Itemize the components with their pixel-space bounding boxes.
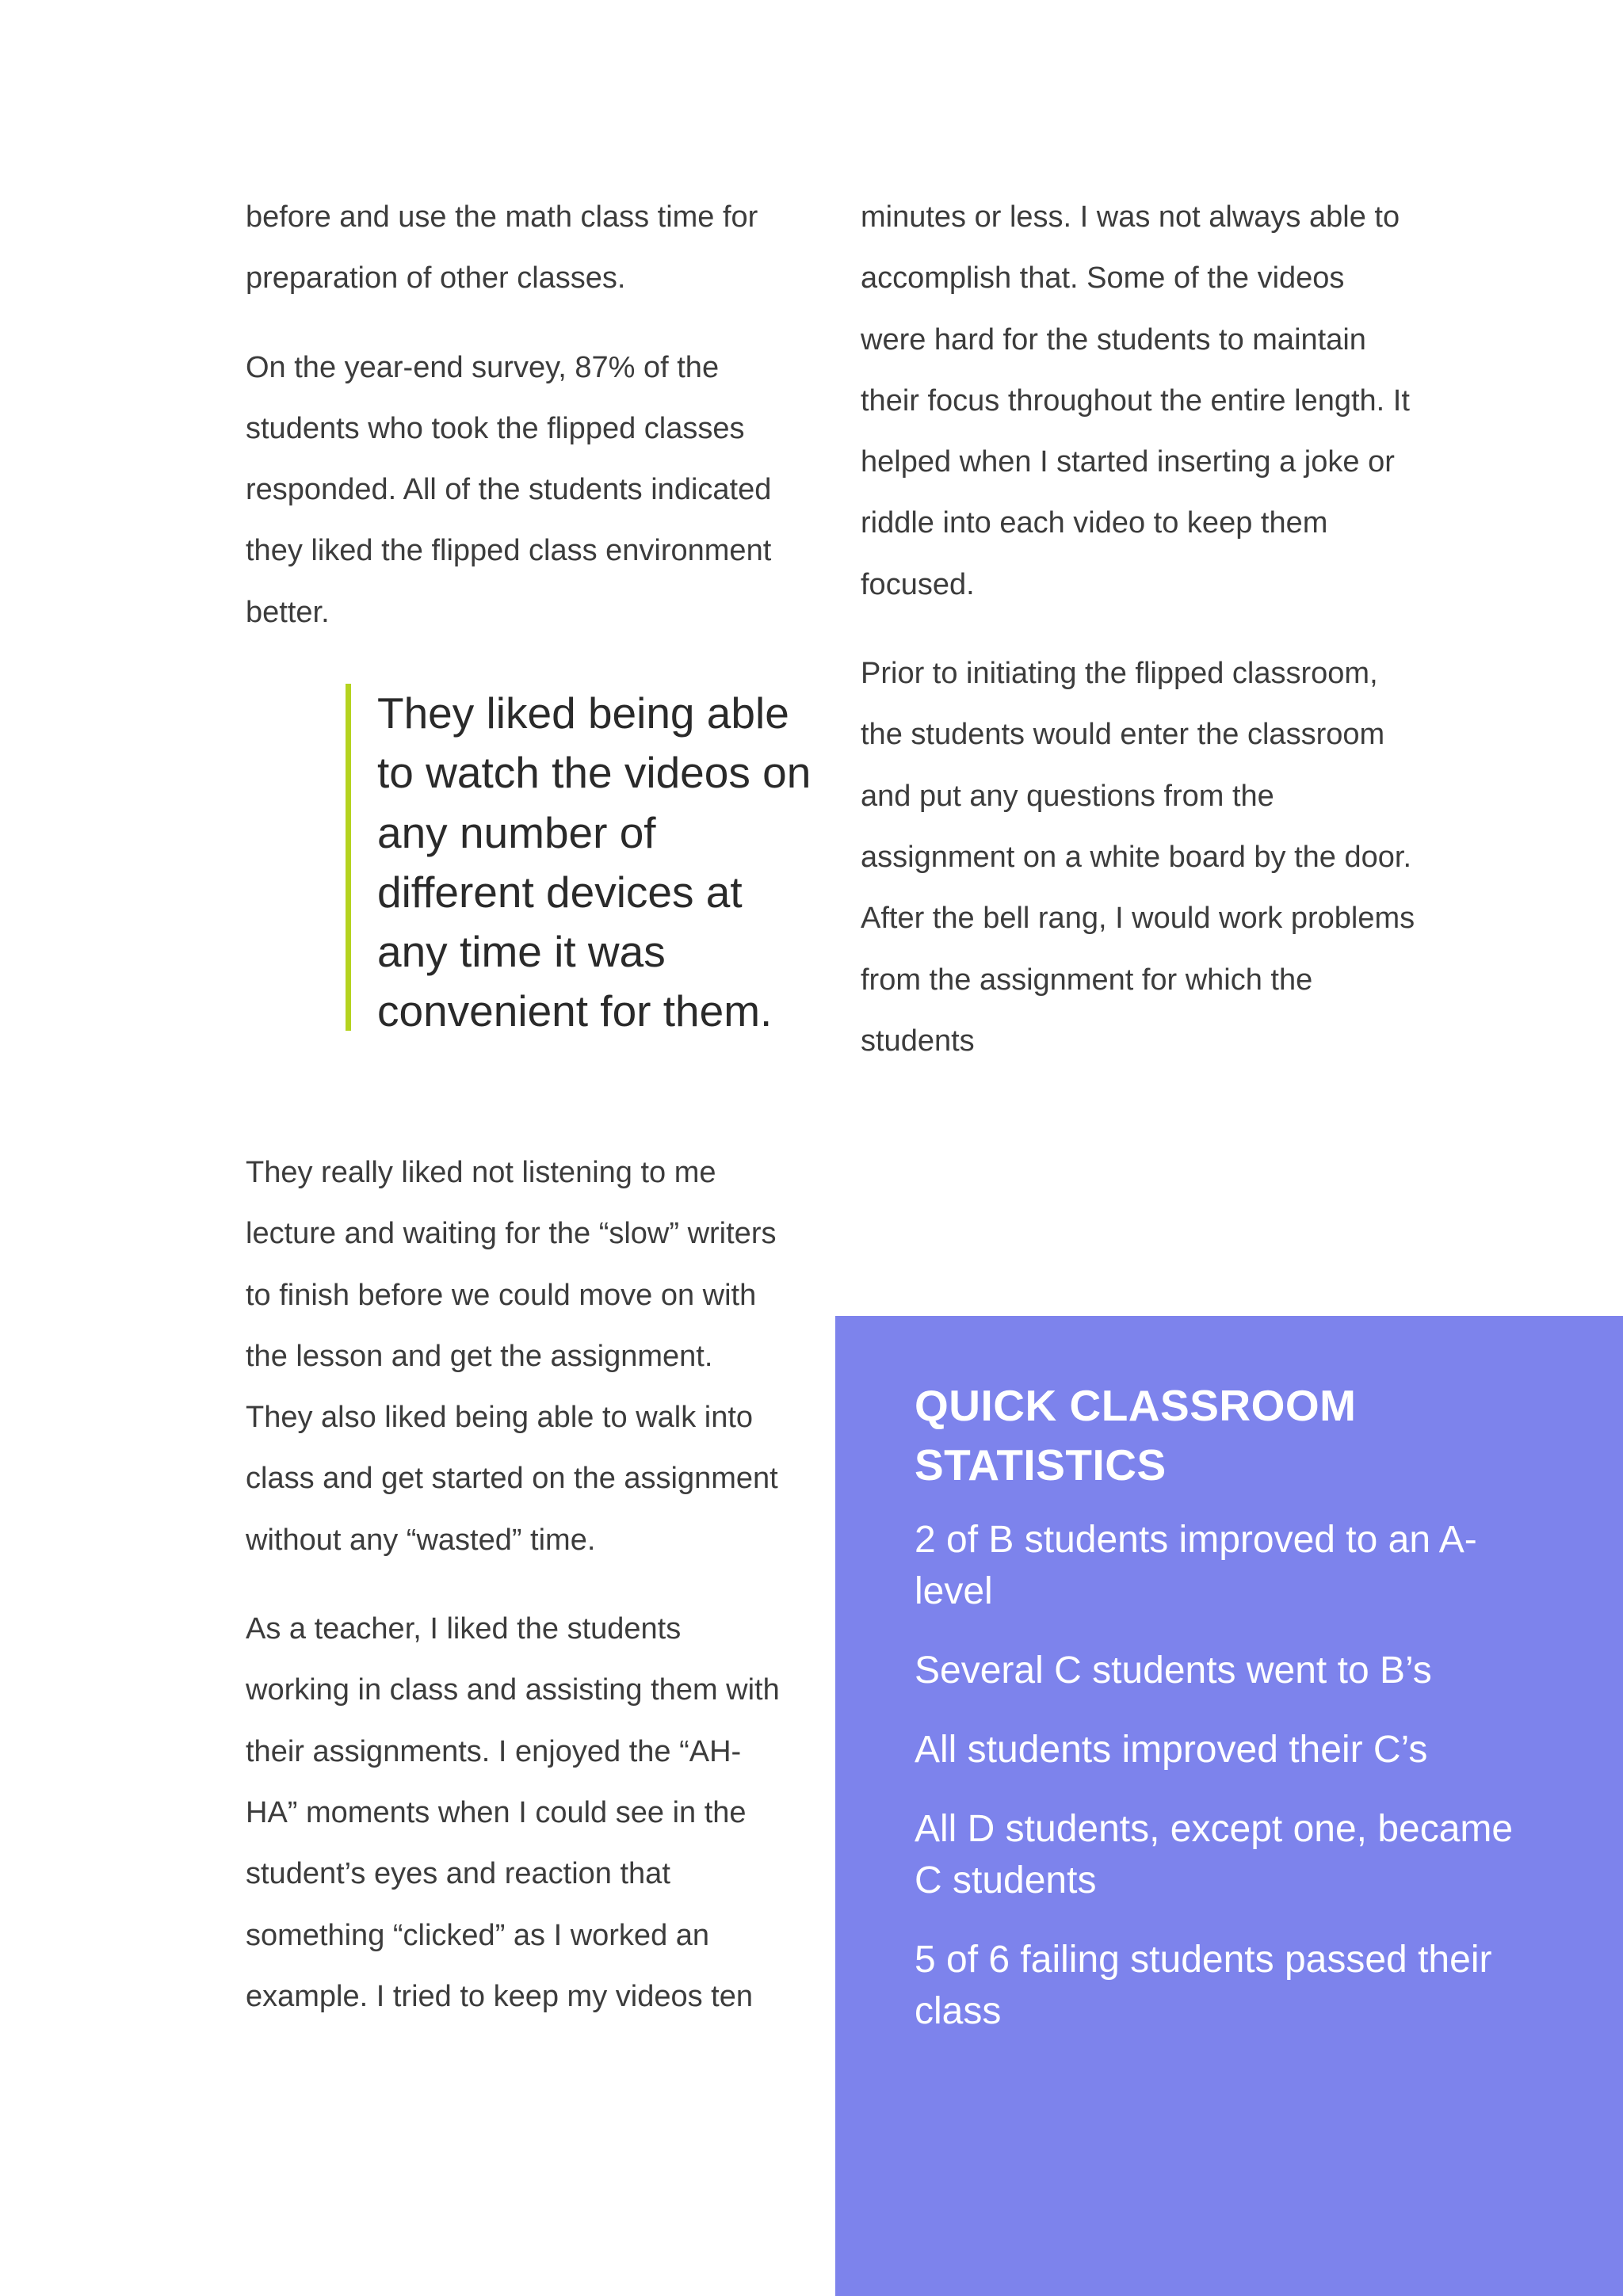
stats-item: All students improved their C’s: [915, 1729, 1428, 1771]
right-column-top-text: [861, 187, 1415, 1072]
paragraph: As a teacher, I liked the students working in class and assisting them with their assignments. I enjoyed the “AH-HA” moments when I could see in the student’s eyes and reaction that something “clicked” as I worked an example. I tried to keep my videos ten: [246, 1612, 780, 2013]
paragraph: On the year-end survey, 87% of the students who took the flipped classes responded. All of the students indicated they liked the flipped class environment better.: [246, 350, 772, 629]
pull-quote-text: They liked being able to watch the videos on any number of different devices at any time it was convenient for them.: [377, 688, 812, 1036]
stats-list: [915, 1514, 1544, 2037]
stats-item: Several C students went to B’s: [915, 1650, 1432, 1691]
paragraph: They really liked not listening to me lecture and waiting for the “slow” writers to finish before we could move on with the lesson and get the assignment. They also liked being able to walk into class and get started on the assignment without any “wasted” time.: [246, 1156, 778, 1557]
quick-stats-panel: [835, 1316, 1623, 2296]
left-column-top-text: [246, 187, 785, 643]
pull-quote: [346, 684, 821, 1036]
stats-heading: QUICK CLASSROOM STATISTICS: [915, 1381, 1357, 1489]
stats-item: All D students, except one, became C students: [915, 1808, 1514, 1901]
paragraph: Prior to initiating the flipped classroom, the students would enter the classroom and put any questions from the assignment on a white board by the door. After the bell rang, I would work problems from the assignment for which the students: [861, 657, 1415, 1058]
left-column-bottom-text: [246, 1142, 785, 2027]
stats-item: 5 of 6 failing students passed their class: [915, 1939, 1492, 2032]
paragraph: minutes or less. I was not always able to accomplish that. Some of the videos were hard for the students to maintain their focus throughout the entire length. It helped when I started inserting a joke or riddle into each video to keep them focused.: [861, 200, 1410, 601]
stats-item: 2 of B students improved to an A-level: [915, 1519, 1477, 1612]
paragraph: before and use the math class time for preparation of other classes.: [246, 200, 758, 296]
